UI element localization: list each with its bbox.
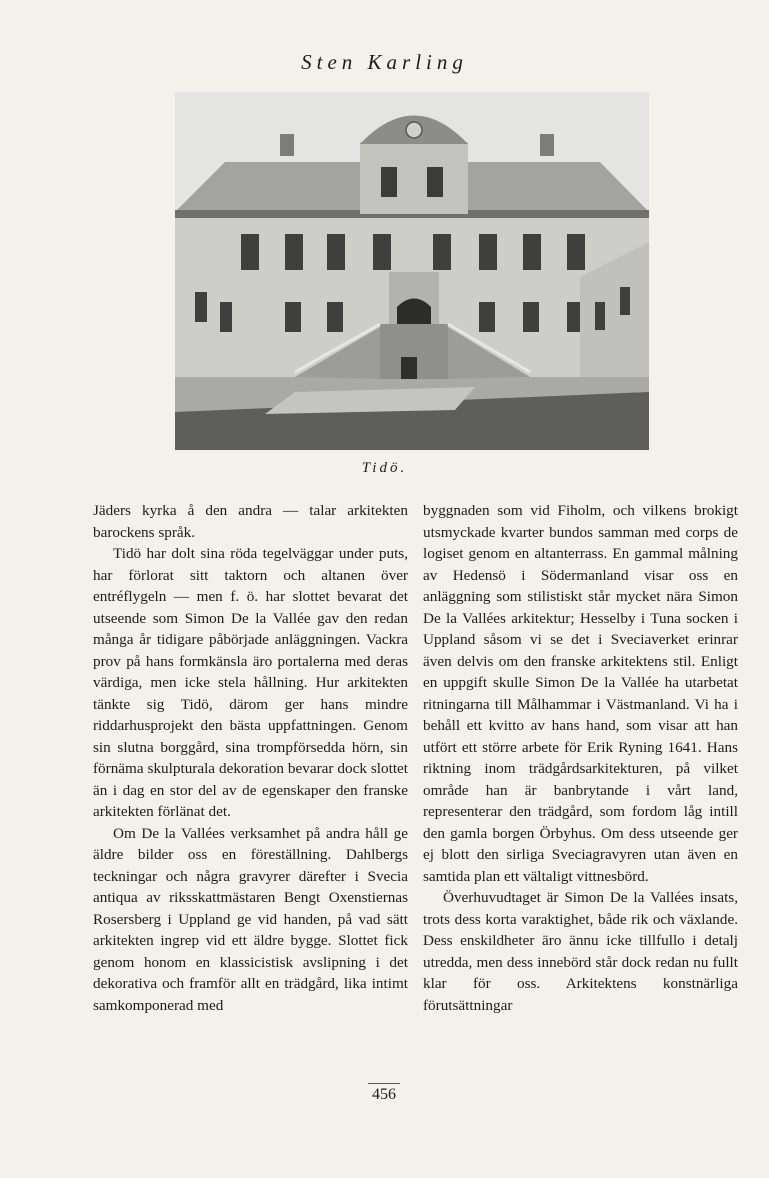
running-head: Sten Karling [301, 50, 468, 74]
paragraph: byggnaden som vid Fiholm, och vilkens brokigt utsmyckade kvarter bundos samman med corps de logiset genom en altanterrass. En gammal målning av Hedensö i Södermanland visar oss en anläggning som stilistiskt står mycket nära Simon De la Vallées arkitektur; Hesselby i Tuna socken i Uppland såsom vi se det i Sveciaverket erinrar även delvis om den franske arkitektens stil. Enligt en uppgift skulle Simon De la Vallée ha utarbetat ritningarna till Målhammar i Västmanland. Vi ha i behåll ett kvitto av hans hand, som visar att han utfört ett större arbete för Erik Ryning 1641. Hans riktning inom trädgårdsarkitekturen, på vilket område han är banbrytande i vårt land, representerar den trädgård, som fordom låg intill den gamla borgen Örbyhus. Om dess utseende ger ej blott den sirliga Sveciagravyren utan även en samtida plan ett vältaligt vittnesbörd. [423, 502, 738, 885]
paragraph: Tidö har dolt sina röda tegelväggar under puts, har förlorat sitt taktorn och altanen över entréflygeln — men f. ö. har slottet bevarat det utseende som Simon De la Vallée gav den redan många år tidigare påbörjade anläggningen. Vackra prov på hans formkänsla äro portalerna med deras värdiga, men icke stela hållning. Hur arkitekten tänkte sig Tidö, därom ger hans mindre riddarhusprojekt den bästa uppfattningen. Genom sin slutna borggård, sina trompförsedda hörn, sin förnäma skulpturala dekoration bevarar dock slottet än i dag en stor del av de egenskaper den franske arkitekten förlänat det. [93, 545, 408, 820]
page-number: 456 [368, 1083, 400, 1104]
tido-castle-image [175, 92, 649, 450]
paragraph: Jäders kyrka å den andra — talar arkitekten barockens språk. [93, 502, 408, 541]
right-column [423, 500, 738, 1016]
figure-photo [175, 92, 649, 450]
left-column [93, 500, 408, 1016]
figure-caption: Tidö. [361, 460, 408, 476]
paragraph: Om De la Vallées verksamhet på andra håll ge äldre bilder oss en föreställning. Dahlbergs teckningar och några gravyrer därefter i Svecia antiqua av riksskattmästaren Bengt Oxenstiernas Rosersberg i Uppland ge vid handen, på vad sätt arkitekten ingrep vid ett äldre bygge. Slottet fick genom honom en klassicistisk avslipning i det dekorativa och framför allt en trädgård, lika intimt samkomponerad med [93, 824, 408, 1014]
paragraph: Överhuvudtaget är Simon De la Vallées insats, trots dess korta varaktighet, både rik och växlande. Dess enskildheter äro ännu icke tillfullo i detalj utredda, men dess innebörd står dock redan nu fullt klar för oss. Arkitektens konstnärliga förutsättningar [423, 889, 738, 1014]
